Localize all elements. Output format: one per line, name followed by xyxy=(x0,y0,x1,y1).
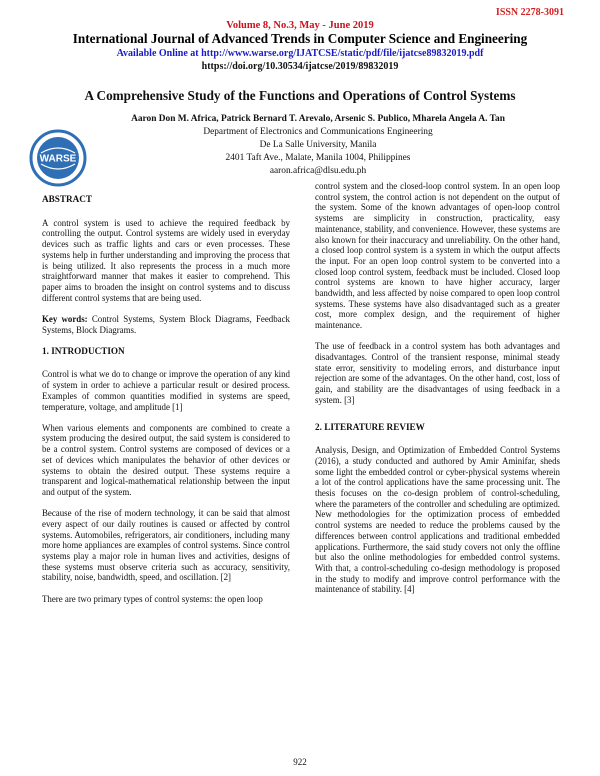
page-number: 922 xyxy=(293,757,307,767)
available-online-link[interactable]: Available Online at http://www.warse.org/IJATCSE/static/pdf/file/ijatcse89832019.pdf xyxy=(116,48,484,59)
abstract-heading: ABSTRACT xyxy=(42,194,93,204)
author-email[interactable]: aaron.africa@dlsu.edu.ph xyxy=(269,166,367,176)
volume-label: Volume 8, No.3, May - June 2019 xyxy=(226,20,374,31)
left-column xyxy=(42,194,290,615)
right-column xyxy=(315,181,560,606)
literature-review-heading: 2. LITERATURE REVIEW xyxy=(315,421,425,432)
paper-title: A Comprehensive Study of the Functions and Operations of Control Systems xyxy=(84,88,516,103)
body-paragraph-1: control system and the closed-loop control system. In an open loop control system, the control action is not dependent on the output of the system. Some of the known advantages of open-loop control systems are simplicity in construction, practicality, easy maintenance, stability, and convenience. However, these systems are also known for their inaccuracy and unreliability. On the other hand, a closed loop control system is a system in which the output affects the input. For an open loop control system to be converted into a closed loop control system, feedback must be included. Closed loop control systems are known to have higher accuracy, larger bandwidth, and less affected by noise compared to open loop control systems. These systems have also disadvantaged such as a greater cost, more complex design, and the requirement of higher maintenance. xyxy=(315,181,560,331)
logo-text: WARSE xyxy=(39,153,77,165)
issn-label: ISSN 2278-3091 xyxy=(495,7,564,18)
affiliation-university: De La Salle University, Manila xyxy=(259,140,377,150)
intro-paragraph-2: When various elements and components are combined to create a system producing the desired output, the said system is considered to be a control system. Control systems are composed of devices or a set of devices which manipulates the behavior of other devices or systems to obtain the desired output. These systems require a transparent and logical-mathematical relationship between the input and output of the system. xyxy=(42,422,290,497)
intro-paragraph-3: Because of the rise of modern technology, it can be said that almost every aspect of our daily routines is caused or affected by control systems. Automobiles, refrigerators, air conditioners, including many more home appliances are examples of control systems. Since control systems play a major role in human lives and activities, designs of these systems must observe criteria such as accuracy, sensitivity, stability, noise, bandwidth, speed, and oscillation. [2] xyxy=(42,508,290,583)
keywords-text: Control Systems, System Block Diagrams, Feedback Systems, Block Diagrams. xyxy=(42,313,290,335)
intro-paragraph-1: Control is what we do to change or improve the operation of any kind of system in order to achieve a particular result or desired process. Examples of common quantities modified in systems are speed, temperature, voltage, and amplitude [1] xyxy=(42,369,290,412)
abstract-text: A control system is used to achieve the required feedback by controlling the output. Control systems are widely used in everyday devices such as traffic lights and cars or even processes. These systems help in further understanding and improving the process that is being utilized. It also represents the process in a much more straightforward manner that makes it easier to comprehend. This paper aims to broaden the insight on control systems and to discuss different control systems that are being used. xyxy=(42,217,290,303)
paper-authors: Aaron Don M. Africa, Patrick Bernard T. Arevalo, Arsenic S. Publico, Mharela Angela A. Tan xyxy=(131,114,505,124)
affiliation-address: 2401 Taft Ave., Malate, Manila 1004, Philippines xyxy=(225,153,411,163)
intro-paragraph-4: There are two primary types of control systems: the open loop xyxy=(42,593,263,604)
journal-title: International Journal of Advanced Trends in Computer Science and Engineering xyxy=(72,31,528,46)
introduction-heading: 1. INTRODUCTION xyxy=(42,345,125,356)
literature-review-paragraph: Analysis, Design, and Optimization of Embedded Control Systems (2016), a study conducted and authored by Amir Aminifar, sheds some light the embedded control or cyber-physical systems wherein a lot of the control applications have the same processing unit. The thesis focuses on the co-design problem of control-scheduling, where the parameters of the controller and scheduling are optimized. New methodologies for the optimization process of embedded control systems are needed to reduce the problems caused by the differences between control applications and traditional embedded applications. Furthermore, the said study covers not only the offline but also the online methodologies for embedded control systems. With that, a control-scheduling co-design methodology is proposed in the study to modify and improve control performance with the maintenance of stability. [4] xyxy=(315,445,560,595)
body-paragraph-2: The use of feedback in a control system has both advantages and disadvantages. Control of the transient response, minimal steady state error, sensitivity to modeling errors, and disturbance input rejection are some of the advantages. On the other hand, cost, loss of gain, and stability are the disadvantages of using feedback in a system. [3] xyxy=(315,341,560,405)
keywords xyxy=(42,314,290,335)
affiliation-department: Department of Electronics and Communications Engineering xyxy=(203,127,433,137)
doi-link[interactable]: https://doi.org/10.30534/ijatcse/2019/89832019 xyxy=(201,61,399,72)
keywords-label: Key words: xyxy=(42,313,88,324)
